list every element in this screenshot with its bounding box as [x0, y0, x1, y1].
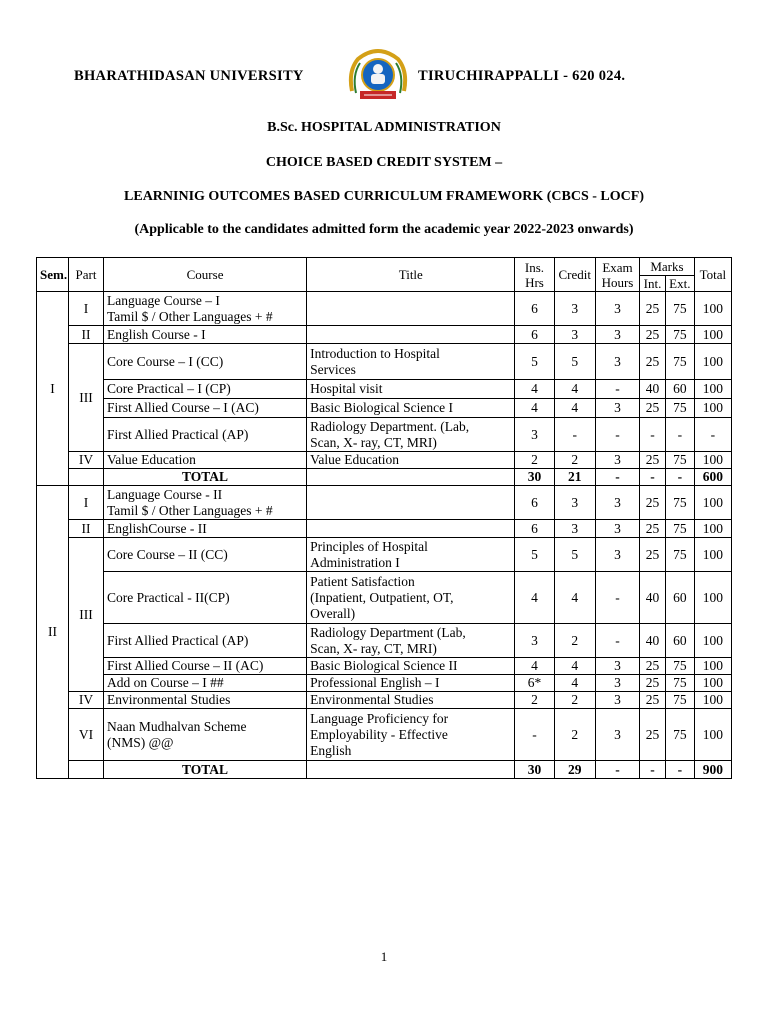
table-row: III Core Course – II (CC) Principles of Hospital Administration I 5 5 3 25 75 100 — [37, 538, 732, 572]
university-emblem-icon — [346, 47, 410, 103]
col-int: Int. — [640, 276, 666, 292]
col-credit: Credit — [554, 258, 595, 292]
table-row: First Allied Course – I (AC) Basic Biological Science I 4 4 3 25 75 100 — [37, 399, 732, 418]
col-marks: Marks — [640, 258, 695, 276]
table-row: III Core Course – I (CC) Introduction to Hospital Services 5 5 3 25 75 100 — [37, 344, 732, 380]
curriculum-table — [36, 257, 732, 779]
col-sem: Sem. — [37, 258, 69, 292]
system-title: CHOICE BASED CREDIT SYSTEM – — [265, 155, 503, 170]
col-exam-hours: Exam Hours — [595, 258, 639, 292]
col-total: Total — [694, 258, 731, 292]
programme-title: B.Sc. HOSPITAL ADMINISTRATION — [267, 120, 501, 135]
university-name: BHARATHIDASAN UNIVERSITY — [74, 68, 304, 84]
table-row: First Allied Course – II (AC) Basic Biological Science II 4 4 3 25 75 100 — [37, 658, 732, 675]
col-part: Part — [68, 258, 103, 292]
table-row: II I Language Course - II Tamil $ / Other Languages + # 6 3 3 25 75 100 — [37, 486, 732, 520]
table-row: VI Naan Mudhalvan Scheme (NMS) @@ Language Proficiency for Employability - Effective English - 2 3 25 75 100 — [37, 709, 732, 761]
table-row: II EnglishCourse - II 6 3 3 25 75 100 — [37, 520, 732, 538]
table-row: IV Value Education Value Education 2 2 3 25 75 100 — [37, 452, 732, 469]
col-course: Course — [104, 258, 307, 292]
total-row: TOTAL 30 21 - - - 600 — [37, 469, 732, 486]
total-row: TOTAL 30 29 - - - 900 — [37, 761, 732, 779]
semester-label: I — [37, 292, 69, 486]
table-row: IV Environmental Studies Environmental Studies 2 2 3 25 75 100 — [37, 692, 732, 709]
col-ins-hrs: Ins. Hrs — [515, 258, 554, 292]
table-row: Core Practical - II(CP) Patient Satisfaction (Inpatient, Outpatient, OT, Overall) 4 4 - 40 60 100 — [37, 572, 732, 624]
table-row: I I Language Course – I Tamil $ / Other Languages + # 6 3 3 25 75 100 — [37, 292, 732, 326]
applicability-note: (Applicable to the candidates admitted form the academic year 2022-2023 onwards) — [134, 222, 634, 237]
table-row: II English Course - I 6 3 3 25 75 100 — [37, 326, 732, 344]
framework-title: LEARNINIG OUTCOMES BASED CURRICULUM FRAMEWORK (CBCS - LOCF) — [124, 189, 644, 204]
semester-label: II — [37, 486, 69, 779]
table-row: Add on Course – I ## Professional English – I 6* 4 3 25 75 100 — [37, 675, 732, 692]
university-location: TIRUCHIRAPPALLI - 620 024. — [418, 68, 626, 84]
table-row: Core Practical – I (CP) Hospital visit 4 4 - 40 60 100 — [37, 380, 732, 399]
col-title: Title — [307, 258, 515, 292]
page-number: 1 — [380, 949, 388, 964]
table-row: First Allied Practical (AP) Radiology Department. (Lab, Scan, X- ray, CT, MRI) 3 - - - - - — [37, 418, 732, 452]
table-row: First Allied Practical (AP) Radiology Department (Lab, Scan, X- ray, CT, MRI) 3 2 - 40 60 100 — [37, 624, 732, 658]
col-ext: Ext. — [665, 276, 694, 292]
header-row — [37, 258, 732, 276]
